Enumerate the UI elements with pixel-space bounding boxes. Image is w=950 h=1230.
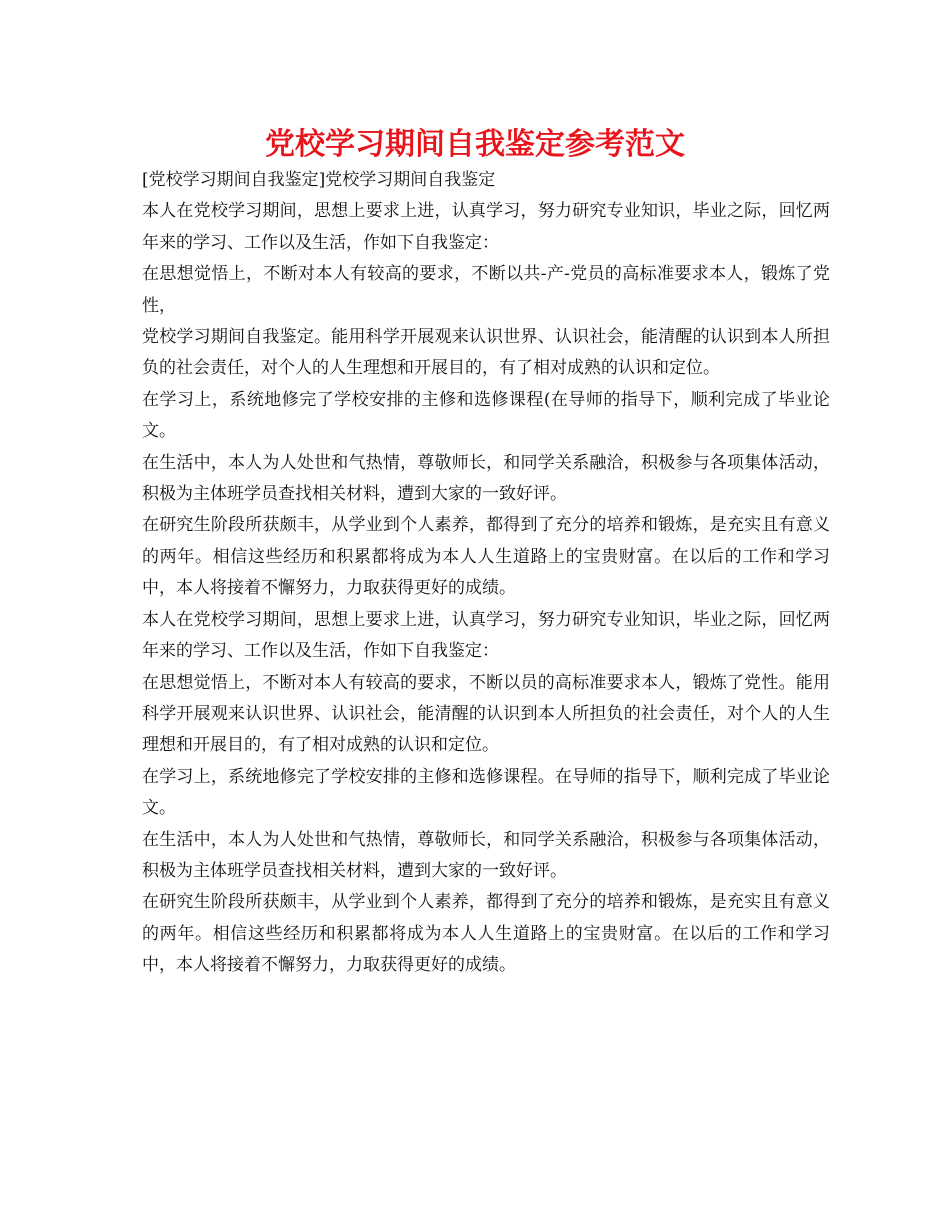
paragraph: 本人在党校学习期间，思想上要求上进，认真学习，努力研究专业知识，毕业之际，回忆两年来的学习、工作以及生活，作如下自我鉴定： [142,609,830,662]
document-body [142,165,830,982]
paragraph: 在研究生阶段所获颇丰，从学业到个人素养，都得到了充分的培养和锻炼，是充实且有意义的两年。相信这些经历和积累都将成为本人人生道路上的宝贵财富。在以后的工作和学习中，本人将接着不懈努力，力取获得更好的成绩。 [142,515,830,599]
paragraph: 在生活中，本人为人处世和气热情，尊敬师长，和同学关系融洽，积极参与各项集体活动，积极为主体班学员查找相关材料，遭到大家的一致好评。 [142,829,830,881]
paragraph-heading-line: [党校学习期间自我鉴定]党校学习期间自我鉴定 [142,170,496,190]
paragraph: 本人在党校学习期间，思想上要求上进，认真学习，努力研究专业知识，毕业之际，回忆两年来的学习、工作以及生活，作如下自我鉴定： [142,201,830,253]
paragraph: 在学习上，系统地修完了学校安排的主修和选修课程。在导师的指导下，顺利完成了毕业论文。 [142,766,830,819]
paragraph: 在思想觉悟上，不断对本人有较高的要求，不断以员的高标准要求本人，锻炼了党性。能用科学开展观来认识世界、认识社会，能清醒的认识到本人所担负的社会责任，对个人的人生理想和开展目的，有了相对成熟的认识和定位。 [142,672,830,756]
document-title: 党校学习期间自我鉴定参考范文 [265,127,685,162]
paragraph: 在研究生阶段所获颇丰，从学业到个人素养，都得到了充分的培养和锻炼，是充实且有意义的两年。相信这些经历和积累都将成为本人人生道路上的宝贵财富。在以后的工作和学习中，本人将接着不懈努力，力取获得更好的成绩。 [142,892,830,976]
paragraph: 在学习上，系统地修完了学校安排的主修和选修课程(在导师的指导下，顺利完成了毕业论文。 [142,389,830,442]
paragraph: 在思想觉悟上，不断对本人有较高的要求，不断以共-产-党员的高标准要求本人，锻炼了党性， [142,264,830,316]
paragraph: 在生活中，本人为人处世和气热情，尊敬师长，和同学关系融洽，积极参与各项集体活动，积极为主体班学员查找相关材料，遭到大家的一致好评。 [142,452,830,505]
paragraph: 党校学习期间自我鉴定。能用科学开展观来认识世界、认识社会，能清醒的认识到本人所担负的社会责任，对个人的人生理想和开展目的，有了相对成熟的认识和定位。 [142,327,830,379]
